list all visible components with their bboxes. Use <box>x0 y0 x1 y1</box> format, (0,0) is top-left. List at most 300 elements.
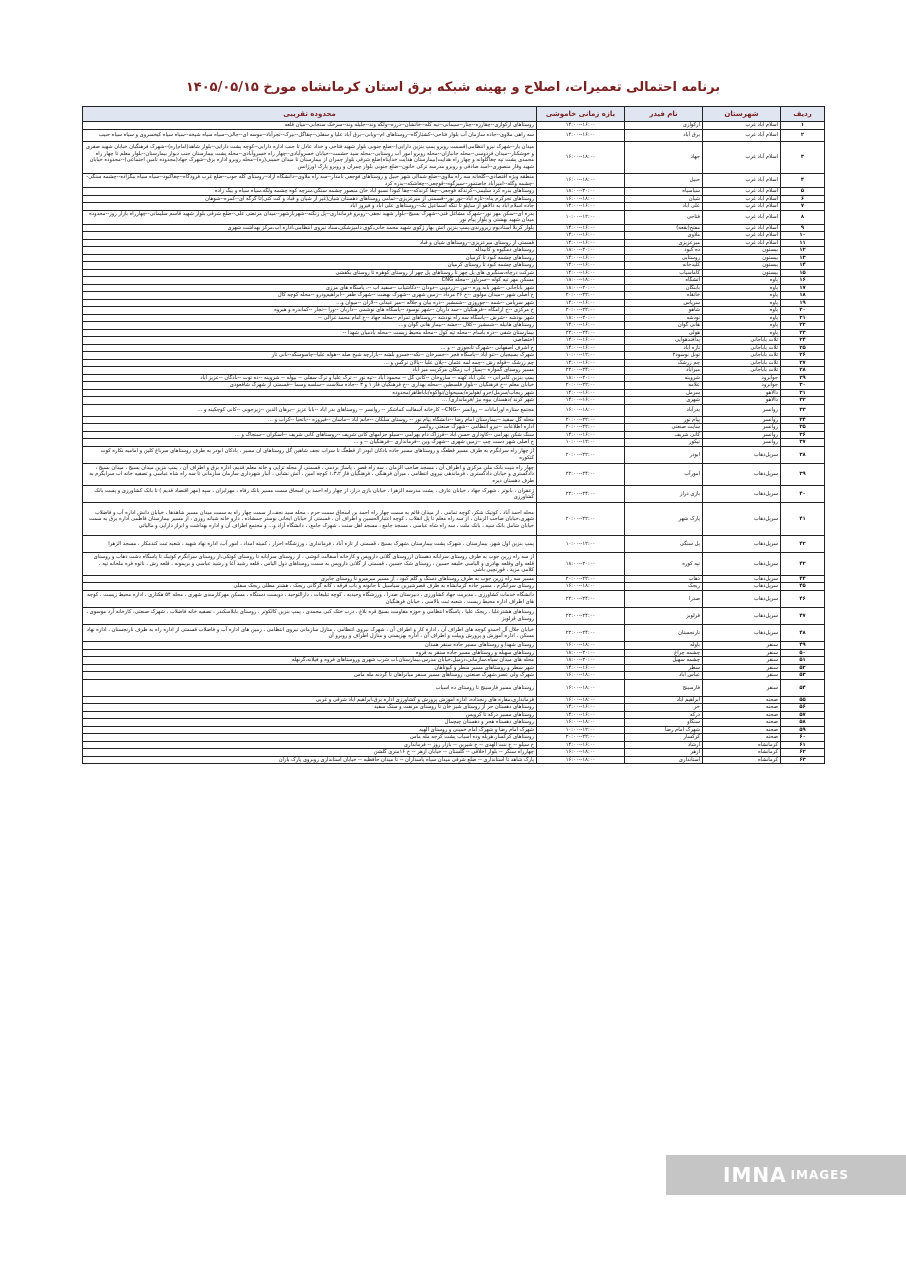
table-row <box>83 203 825 211</box>
row-area: روستاهای ارکوازی--چقارزه--چنار--سیمانی--نیه کله--خانشان--درزه--ولگه وند--جلیله وند--سرخک سنجابی--میان قلعه <box>83 122 537 130</box>
row-index: ۱۹ <box>781 299 825 307</box>
row-time: ۱۰:۰۰--۱۲:۰۰ <box>537 352 625 360</box>
row-index: ۵ <box>781 188 825 196</box>
document-title: برنامه احتمالی تعمیرات، اصلاح و بهینه شبکه برق استان کرمانشاه مورخ ۱۴۰۵/۰۵/۱۵ <box>185 80 721 95</box>
row-feeder: علامه <box>625 382 703 390</box>
row-time: ۱۴:۰۰--۱۶:۰۰ <box>537 299 625 307</box>
row-time: ۱۴:۰۰--۱۶:۰۰ <box>537 239 625 247</box>
row-city: سرپل‌ذهاب <box>703 463 781 485</box>
row-time: ۲۰:۰۰--۲۲:۰۰ <box>537 734 625 742</box>
row-area: جاده اسلام اباد به دالاهو از سایلو تا تنگه اسماعیل بک--روستاهای علی اباد و فیروز اباد <box>83 203 537 211</box>
table-row <box>83 195 825 203</box>
row-city: ثلاث باباجانی <box>703 337 781 345</box>
row-area: پارک شاهد تا استانداری -- ضلع شرقی میدان سپاه پاسداران -- تا میدان حافظیه -- خیابان استانداری روبروی پارک باران <box>83 756 537 764</box>
table-row <box>83 424 825 432</box>
row-area: شهر نودشه --شرش --پاسگاه سه راه نودشه --روستاهای تمرام --محله جهاد --خ امام محمد غزالی -- <box>83 314 537 322</box>
row-index: ۴۲ <box>781 536 825 553</box>
row-feeder: بابنگان <box>625 284 703 292</box>
row-city: سرپل‌ذهاب <box>703 503 781 536</box>
row-area: پمپ بنزین اول شهر، بیمارستان ، شهرک پشت بیمارستان ،شهرک بسیج ، قسمتی از تازه آباد ، فرمانداری ، ورزشگاه احرار ، کمیته امداد ، امور آب، اداره نهاد شهید ، شعبه ثبت کندمکار ، مسجد الزهرا <box>83 536 537 553</box>
table-row <box>83 749 825 757</box>
row-city: کرمانشاه <box>703 749 781 757</box>
row-area: شهرک امام رضا و شهرک امام خمینی و روستای الهیه <box>83 726 537 734</box>
row-index: ۵۳ <box>781 672 825 680</box>
row-feeder: ابراهیم آباد <box>625 696 703 704</box>
row-time: ۱۴:۰۰--۱۶:۰۰ <box>537 431 625 439</box>
row-area: مسیر روستای گمواره --پمپاژ آب زمکان مرکزیت میر آباد <box>83 367 537 375</box>
row-time: ۱۸:۰۰--۲۰:۰۰ <box>537 374 625 382</box>
row-time: ۱۴:۰۰--۱۶:۰۰ <box>537 322 625 330</box>
row-city: سرپل‌ذهاب <box>703 575 781 583</box>
row-feeder: حبیل <box>625 174 703 188</box>
table-row <box>83 446 825 463</box>
table-header-row <box>83 107 825 122</box>
row-index: ۹ <box>781 224 825 232</box>
row-time: ۱۰:۰۰--۱۲:۰۰ <box>537 439 625 447</box>
row-feeder: درکه <box>625 711 703 719</box>
row-index: ۴۱ <box>781 503 825 536</box>
table-body <box>83 122 825 764</box>
row-feeder: استانداری <box>625 756 703 764</box>
row-time: ۲۰:۰۰--۲۲:۰۰ <box>537 292 625 300</box>
table-row <box>83 536 825 553</box>
table-row <box>83 431 825 439</box>
row-feeder: کانی شریف <box>625 431 703 439</box>
row-feeder: پل سنگی <box>625 536 703 553</box>
row-index: ۷ <box>781 203 825 211</box>
row-feeder: خاتقاه <box>625 292 703 300</box>
row-index: ۲۵ <box>781 344 825 352</box>
row-city: سرپل‌ذهاب <box>703 583 781 591</box>
row-feeder: تپه کوره <box>625 553 703 575</box>
row-time: ۱۸:۰۰--۱۸:۰۰ <box>537 277 625 285</box>
row-area: از چهار راه سرابگرم به طرف مسیر قطعگ و روستاهای مسیر جاده بادکان ابوذر از قطعگ تا سراب نجف شاهین گل روستاهای ان مسیر ، بادکان ابوذر به طرف روستاهای سرباغ کلین و امامیه تکاره کوت کنکوره <box>83 446 537 463</box>
row-feeder: شیان <box>625 195 703 203</box>
row-feeder: سایت صنعتی <box>625 424 703 432</box>
row-city: پاوه <box>703 299 781 307</box>
row-city: پاوه <box>703 307 781 315</box>
row-index: ۲۶ <box>781 352 825 360</box>
header-index: ردیف <box>781 107 825 122</box>
row-time: ۱۸:۰۰--۲۰:۰۰ <box>537 314 625 322</box>
row-index: ۵۸ <box>781 719 825 727</box>
row-feeder: میرآباد <box>625 367 703 375</box>
table-row <box>83 337 825 345</box>
table-row <box>83 679 825 696</box>
table-row <box>83 359 825 367</box>
table-row <box>83 299 825 307</box>
row-feeder: جهاد <box>625 141 703 174</box>
row-area: روستاهای دهستان حر از روستای شیر خان تا روستای مرتفت و سنگ سفید <box>83 704 537 712</box>
row-feeder: سنگاو <box>625 719 703 727</box>
row-time: ۱۴:۰۰--۱۶:۰۰ <box>537 664 625 672</box>
row-city: سنقر <box>703 649 781 657</box>
watermark-logo <box>666 1155 906 1195</box>
row-time: ۱۰:۰۰--۱۲:۰۰ <box>537 726 625 734</box>
row-index: ۱۶ <box>781 277 825 285</box>
row-city: ثلاث باباجانی <box>703 344 781 352</box>
table-row <box>83 625 825 642</box>
row-time: ۱۶:۰۰--۱۸:۰۰ <box>537 642 625 650</box>
row-time: ۱۴:۰۰--۱۶:۰۰ <box>537 262 625 270</box>
row-city: اسلام آباد غرب <box>703 195 781 203</box>
row-time: ۱۸:۰۰--۲۰:۰۰ <box>537 657 625 665</box>
row-time: ۱۴:۰۰--۱۶:۰۰ <box>537 711 625 719</box>
row-index: ۲۰ <box>781 307 825 315</box>
row-time: ۱۶:۰۰--۱۸:۰۰ <box>537 672 625 680</box>
row-city: اسلام آباد غرب <box>703 122 781 130</box>
row-index: ۶۱ <box>781 741 825 749</box>
row-feeder: عباس آباد <box>625 672 703 680</box>
row-index: ۵۶ <box>781 704 825 712</box>
row-city: پاوه <box>703 329 781 337</box>
row-city: اسلام آباد غرب <box>703 210 781 224</box>
row-time: ۲۲:۰۰--۲۴:۰۰ <box>537 625 625 642</box>
row-time: ۱۶:۰۰--۱۸:۰۰ <box>537 749 625 757</box>
row-city: ثلاث باباجانی <box>703 359 781 367</box>
row-feeder: پدافندهوایی <box>625 337 703 345</box>
row-area: بدره ای--سکن مهر نور--شهرک مشاغل فنی--شهرک بسیج--بلوار شهید نجفی--روبرو فرمانداری--پل زنگنه--شهربازشهر--میدان مرتضی علی--ضلع شرقی بلوار شهید قاسم سلیمانی--چهارراه بازار روز--محدوده میدان شهید بهشتی و بلوار پیام نور <box>83 210 537 224</box>
row-feeder: روستایی <box>625 254 703 262</box>
row-feeder: سطر <box>625 664 703 672</box>
table-row <box>83 404 825 416</box>
row-area: سنگ شکن بهرامی --کاوداری حسن اباد --فرزاک دام بهرامی --سیلو جزامهای کانی شریف --روستاهای کانی شریف --آسکران --سنجاک و ... <box>83 431 537 439</box>
row-index: ۵۹ <box>781 726 825 734</box>
row-city: صحنه <box>703 704 781 712</box>
row-area: دانشگاه خدمات کشاورزی ، مدیریت جهاد کشاورزی ، دبیرستان صدرا ، ورزشگاه وحیدیه ، کوچه تبلیغات ، دارالتوحید ، دویست دستگاه ، مسکن مهرکارمندی شهری ، محله ۵۴ هکتاری ، اداره محیط زیست ، کوچه های اطراف اداره محیط زیست ، شعبه ثبت بالاسی ، خیابان فرهنگیان <box>83 590 537 607</box>
row-area: خیابان معلم --خ فرهنگیان --بلوار فلسطین --محله بهداری --خ فرهنگیان فاز ۱ و ۳ --جاده سلاست --سلسه وسما --قسمتی از شهرک شافعودی <box>83 382 537 390</box>
row-city: اسلام آباد غرب <box>703 203 781 211</box>
row-city: سنقر <box>703 679 781 696</box>
row-feeder: شروینه <box>625 374 703 382</box>
row-city: جوانرود <box>703 382 781 390</box>
row-time: ۱۶:۰۰--۱۸:۰۰ <box>537 174 625 188</box>
row-index: ۵۰ <box>781 649 825 657</box>
row-city: اسلام آباد غرب <box>703 232 781 240</box>
table-row <box>83 583 825 591</box>
row-time: ۱۶:۰۰--۱۸:۰۰ <box>537 195 625 203</box>
row-area: روستاهای مسیر درکه تا کرویس <box>83 711 537 719</box>
row-city: اسلام آباد غرب <box>703 141 781 174</box>
row-index: ۴۶ <box>781 590 825 607</box>
table-row <box>83 352 825 360</box>
row-feeder: کلیدخانه <box>625 262 703 270</box>
row-time: ۱۴:۰۰--۱۶:۰۰ <box>537 344 625 352</box>
row-time: ۲۲:۰۰--۲۴:۰۰ <box>537 590 625 607</box>
row-feeder: حر <box>625 704 703 712</box>
row-index: ۶۰ <box>781 734 825 742</box>
row-time: ۱۴:۰۰--۱۶:۰۰ <box>537 704 625 712</box>
row-area: شهر ریجاب/سرمل/حرو /هولیزه/بسیحوان/نواکوه/بابا‌طاهر/محدوده <box>83 389 537 397</box>
row-index: ۵۷ <box>781 711 825 719</box>
row-index: ۶ <box>781 195 825 203</box>
row-city: سرپل‌ذهاب <box>703 590 781 607</box>
table-row <box>83 239 825 247</box>
row-index: ۶۳ <box>781 756 825 764</box>
row-time: ۱۶:۰۰--۱۸:۰۰ <box>537 756 625 764</box>
table-row <box>83 292 825 300</box>
row-index: ۵۲ <box>781 664 825 672</box>
row-area: روستاهای دمگیوه و کانیداله <box>83 247 537 255</box>
table-row <box>83 726 825 734</box>
row-city: روانسر <box>703 431 781 439</box>
table-row <box>83 642 825 650</box>
row-feeder: پارک شهر <box>625 503 703 536</box>
row-index: ۱۷ <box>781 284 825 292</box>
table-row <box>83 756 825 764</box>
table-row <box>83 174 825 188</box>
row-feeder: فارسینج <box>625 679 703 696</box>
row-area: فرمانداری،مقاره های زنجداده، اداره اموزش پرورش و کشاورزی اداره برق،ابراهیم اباد شرقی و غربی <box>83 696 537 704</box>
outage-table <box>82 106 825 764</box>
row-time: ۲۰:۰۰--۲۲:۰۰ <box>537 503 625 536</box>
table-row <box>83 734 825 742</box>
row-area: خ مرکزی --خ آرامگاه --فرهنگیان --سد داریان --شهر نوسود --پاسگاه های نوشمی --داریان --ورا --نجار --کماندره و هیروه <box>83 307 537 315</box>
row-area: چم زرشک --قوله رش --چمه لمه عثمان --پلان علیا --پالان نرگس و ... <box>83 359 537 367</box>
row-area: روستاهای چشمه کبود تا روستای کرمیان <box>83 262 537 270</box>
row-time: ۱۶:۰۰--۱۸:۰۰ <box>537 404 625 416</box>
row-feeder: هانی گوان <box>625 322 703 330</box>
row-area: شهر باباجانی --شهر بابه وره --نین --زردویی --دودان --دکاشیاب --سفید اب --، پاسگاه های مرزی <box>83 284 537 292</box>
row-city: اسلام آباد غرب <box>703 129 781 141</box>
row-feeder: ذهاب <box>625 575 703 583</box>
header-area: محدوده تقریبی <box>83 107 537 122</box>
table-row <box>83 322 825 330</box>
row-index: ۲۹ <box>781 374 825 382</box>
table-row <box>83 329 825 337</box>
row-area: اداره اطلاعات --نیرو انتظامی --شهرک صنعتی روانسر <box>83 424 537 432</box>
row-time: ۱۴:۰۰--۱۶:۰۰ <box>537 224 625 232</box>
row-time: ۱۴:۰۰--۱۶:۰۰ <box>537 232 625 240</box>
row-time: ۲۲:۰۰--۲۴:۰۰ <box>537 607 625 624</box>
row-city: اسلام آباد غرب <box>703 188 781 196</box>
row-index: ۲۱ <box>781 314 825 322</box>
row-time: ۱۴:۰۰--۱۶:۰۰ <box>537 337 625 345</box>
row-time: ۱۴:۰۰--۱۶:۰۰ <box>537 269 625 277</box>
row-feeder: امورآب <box>625 463 703 485</box>
table-row <box>83 389 825 397</box>
row-feeder: شهری <box>625 397 703 405</box>
row-city: سرپل‌ذهاب <box>703 607 781 624</box>
table-row <box>83 672 825 680</box>
row-feeder: هولی <box>625 329 703 337</box>
row-city: اسلام آباد غرب <box>703 224 781 232</box>
row-city: ثلاث باباجانی <box>703 367 781 375</box>
row-feeder: قرلوبز <box>625 607 703 624</box>
row-index: ۳۳ <box>781 404 825 416</box>
watermark-main: IMNA <box>723 1163 787 1187</box>
row-city: سرپل‌ذهاب <box>703 625 781 642</box>
row-area: قسمتی از روستای میرعزیزی--روستاهای شیان و قباد <box>83 239 537 247</box>
row-index: ۱۸ <box>781 292 825 300</box>
table-row <box>83 719 825 727</box>
table-row <box>83 553 825 575</box>
row-index: ۴۷ <box>781 607 825 624</box>
row-area: چهار راه بنیت بانک ملی مرکزی و اطراف آن ، مسجد صاحب الزمان ، سه راه قصر ، پاساژ بردمی ، قسمتی از محله تراپی و خانه معلم قدیم، اداره برق و اطراف آن ، پمپ بنزین میدان بسیج ، میدان بسیج ، دادگستری و خیابان دادگستری ، فرماندهی نیروی انتظامی ، میران فرهنگی ، فرهنگیان فاز ۱،۳،۲ کوچه امین ، آتش نشانی ، انبار شهرداری سازمان سازمانی تا سه راه شاه عباسی و تصفیه خانه اب سرابگرم به طرف دهستان دیره <box>83 463 537 485</box>
row-index: ۳۱ <box>781 389 825 397</box>
row-feeder: ازهر <box>625 749 703 757</box>
row-feeder: مفتح(بقعه) <box>625 224 703 232</box>
row-area: خ اشرف اصفهانی --شهرک ثابجوزی -- و ... <box>83 344 537 352</box>
row-feeder: برق آباد <box>625 129 703 141</box>
row-feeder: چشمه چراغ <box>625 649 703 657</box>
row-city: سنقر <box>703 657 781 665</box>
row-area: اختصاصی <box>83 337 537 345</box>
row-index: ۲۸ <box>781 367 825 375</box>
row-time: ۲۲:۰۰--۲۴:۰۰ <box>537 367 625 375</box>
row-city: روانسر <box>703 439 781 447</box>
table-row <box>83 416 825 424</box>
row-area: زعفران ، بابوتر ، شهرک جهاد ، خیابان عارف ، پشت مدرسه الزهرا ، خیابان بازی دراز، از چهار راه احمد بن اسحاق سمت مسیر بانک رفاه ، مهرایران ، سپه (مهر اقتصاد قدیم ) تا بانک کشاورزی و پست بانک کشاورزی <box>83 486 537 503</box>
row-time: ۲۰:۰۰--۲۲:۰۰ <box>537 575 625 583</box>
row-time: ۱۶:۰۰--۱۸:۰۰ <box>537 141 625 174</box>
row-feeder: ابوذر <box>625 446 703 463</box>
row-index: ۳۶ <box>781 431 825 439</box>
table-row <box>83 129 825 141</box>
row-feeder: چم زرشک <box>625 359 703 367</box>
row-time: ۲۰:۰۰--۲۲:۰۰ <box>537 307 625 315</box>
row-city: جوانرود <box>703 374 781 382</box>
header-feeder: نام فیدر <box>625 107 703 122</box>
row-feeder: میرعزیزی <box>625 239 703 247</box>
row-city: صحنه <box>703 711 781 719</box>
row-feeder: تازه آباد <box>625 344 703 352</box>
row-feeder: شهرک امام رضا <box>625 726 703 734</box>
row-area: شهرک ولی عصر،شهرک صنعتی، روستاهای مسیر سنقر میانراهان تا گردنه ملّه ماس <box>83 672 537 680</box>
row-index: ۱۳ <box>781 254 825 262</box>
row-city: صحنه <box>703 696 781 704</box>
row-city: دالاهو <box>703 389 781 397</box>
row-city: بیستون <box>703 247 781 255</box>
table-row <box>83 704 825 712</box>
row-feeder: سرمل <box>625 389 703 397</box>
row-area: روستاهای هانیله --شمشیر --کلال --جشه --بیماز هانی گوان و... <box>83 322 537 330</box>
row-index: ۱۴ <box>781 262 825 270</box>
row-city: پاوه <box>703 284 781 292</box>
watermark-sub: IMAGES <box>790 1168 849 1182</box>
table-row <box>83 122 825 130</box>
row-city: بیستون <box>703 262 781 270</box>
table-row <box>83 607 825 624</box>
row-area: روستاهای هشترعلیا ، ریجک علیا ، پاسگاه انتظامی و حوزه مقاومت بسیج قره بلاغ ، درب ختک کنی محمدی ، پمپ بنزین کالکوتر ، روستای بابلاسکندر ، تصفیه خانه فاضلاب ، شهرک صنعتی، کارخانه آرد موسوی ، روستای قرلوبز <box>83 607 537 624</box>
row-feeder: نودشه <box>625 314 703 322</box>
row-city: اسلام آباد غرب <box>703 239 781 247</box>
row-feeder: پیام نور <box>625 416 703 424</box>
row-time: ۲۲:۰۰--۲۴:۰۰ <box>537 486 625 503</box>
row-city: صحنه <box>703 719 781 727</box>
row-time: ۱۸:۰۰--۲۰:۰۰ <box>537 553 625 575</box>
table-row <box>83 374 825 382</box>
table-row <box>83 224 825 232</box>
table-row <box>83 254 825 262</box>
row-city: سنقر <box>703 642 781 650</box>
row-area: روستاهای چشمه کبود تا کرمیان <box>83 254 537 262</box>
table-row <box>83 664 825 672</box>
row-city: روانسر <box>703 424 781 432</box>
row-area: خیابان جلال آل احمدو کوچه های اطراف آن ، اداره کار و اطراف آن ، شهرک نیروی انتظامی ، منازل سازمانی نیروی انتظامی ، زمین های اداره آب و فاضلاب قسمتی از اداره راه به طرف نارنجستان ، اداره نهاد مسکن ، اداره آموزش و پرورش وییلت و اطراف آن ، اداره بهزیستی و منازل اطراف و روبرو آن <box>83 625 537 642</box>
row-index: ۳ <box>781 141 825 174</box>
row-time: ۲۰:۰۰--۲۲:۰۰ <box>537 446 625 463</box>
row-area: خ اصلی شهر دست چپ --زمین شهری --شهرک وین --فرمانداری --فرهنگیان -- و ... <box>83 439 537 447</box>
row-time: ۱۰:۰۰--۱۲:۰۰ <box>537 536 625 553</box>
row-city: کرمانشاه <box>703 741 781 749</box>
row-index: ۲۷ <box>781 359 825 367</box>
row-area: روستای سرابگرم ، مسیر جاده کرمانشاه به طرف قصرشیرین سیاسیل تا حانونه و باب فرقه ، کانه گرگانی ریجک ، هشتر مطلی ریجک سفلی <box>83 583 537 591</box>
row-time: ۲۰:۰۰--۲۲:۰۰ <box>537 382 625 390</box>
row-feeder: نارنجستان <box>625 625 703 642</box>
row-city: سرپل‌ذهاب <box>703 446 781 463</box>
row-city: سرپل‌ذهاب <box>703 486 781 503</box>
table-row <box>83 277 825 285</box>
row-area: محله های میدان سپاه،سازمانی،درمیل،خیابان مدرس،بیمارستان،آب شرب شهری وروستاهای فروه و فیلانه،گرنهله <box>83 657 537 665</box>
table-row <box>83 141 825 174</box>
row-area: خ اصلی شهر --میدان مولوی --خ ۲۶ مرداد --زمین شهری --شهرک نهضت --شهرک ظفر --ابراهیم‌ودرو --محله کوچه کال <box>83 292 537 300</box>
row-area: محله گل سفید --بیمارستان امام رضا --دانشگاه پیام نور -- روستای سلکان --خانم آباد --ماسان --فیروزه --باتخیا --کراب و ... <box>83 416 537 424</box>
table-row <box>83 741 825 749</box>
row-index: ۱۲ <box>781 247 825 255</box>
row-time: ۲۲:۰۰--۲۴:۰۰ <box>537 329 625 337</box>
row-area: شهر سرپاس --شمه --جوروزی --شمشیر --دره بیان و جلاله --میر عبدلی --لاران --میوان و... <box>83 299 537 307</box>
row-feeder: ریجک <box>625 583 703 591</box>
table-row <box>83 590 825 607</box>
row-feeder: ملاوی <box>625 232 703 240</box>
row-area <box>83 232 537 240</box>
row-index: ۲۲ <box>781 322 825 330</box>
row-area: خ سیلو -- خ بنت الهدی -- خ شیرین -- بازار روز -- فرمانداری <box>83 741 537 749</box>
row-city: پاوه <box>703 314 781 322</box>
table-row <box>83 188 825 196</box>
row-index: ۴۵ <box>781 583 825 591</box>
row-feeder: کاماسیاب <box>625 269 703 277</box>
row-index: ۳۹ <box>781 463 825 485</box>
row-city: سنقر <box>703 672 781 680</box>
row-area: مسیر سه راه زرین جوب به طرف روستاهای دستگ و گلم کبود ، از مسیر میرمیرو تا روستای جابری <box>83 575 537 583</box>
table-row <box>83 397 825 405</box>
outage-table-wrapper <box>82 106 824 764</box>
table-row <box>83 657 825 665</box>
row-index: ۱۰ <box>781 232 825 240</box>
table-row <box>83 314 825 322</box>
row-time: ۱۴:۰۰--۱۶:۰۰ <box>537 254 625 262</box>
row-time: ۱۴:۰۰--۱۶:۰۰ <box>537 741 625 749</box>
row-time: ۱۶:۰۰--۱۸:۰۰ <box>537 583 625 591</box>
row-area: از سه راه زرین جوب به طرف روستای سرابانه دهستان ازروستای گلانی داروپس و کارخانه آسفالت انوشی ، از روستای سرابانه تا روستای کونکی،از روستای سرابگرم کوتیک تا پاسگاه دشت ذهاب و روستای قلعه وای وقلعه بهادری و الیاسی خلیفه حسین ، روستای شک حسین ، قسمتی از گلانی داروپس به سمت روستاهای دول الیاس ، قلعه رشید آغا و رشید عباسی و بریمونه ، قلعه رش ، ناتوه قره ملخانه تپه ، کلامی مزید ، قورنچیی باشی <box>83 553 537 575</box>
row-index: ۳۵ <box>781 424 825 432</box>
row-area: چهارراه سنگر -- بلوار اخلاقی -- گلستان -- خیابان ازهر -- خ ۱۶متری گلشن <box>83 749 537 757</box>
row-area: روستای شهدا و روستاهای مسیر جاده سنقر همدان <box>83 642 537 650</box>
row-feeder: سیاسیاه <box>625 188 703 196</box>
row-area: محله احمد آباد ، کوتیک شکر، کوچه تمامی ، از میدان قائم به سمت چهار راه احمد بن اسحاق سمت حرم ، محله سید نجف،از سمت چهار راه به سمت میدان مسیر شاهدها ، خیابان دانش اداره آب و فاضلاب شهری،خیابان صاحب الزمان ، از سه راه معلم تا پل انقلاب ، کوچه اعتبارالحسین و اطراف آن ، قسمتی از خیابان ایخانی بوستر جمشاده ، دارو خانه شبانه روزی ، از مسیر بیمارستان فاطمی اداره برق به سمت خیابان شامل بانک سپه ، بانک ملت ، سه راه شاه عباسی ، مسجد جامع ، مسجد اهل سنت ، شهرک جامع، ، دانشگاه آزاد و... و مجتمع اطراف آن و اداره بهداشت و ابراز دارایی و مالیاتی <box>83 503 537 536</box>
row-area: منطقه ویژه اقتصادی--گلخانه سه راه ملاوی--ضلع شمالی شهر حبیل و روستاهای فوجعی نامدار--سه راه ملاوی--دانشگاه آزاد--روستای کله جوب--ضلع غرب فرودگاه--چغاکبود--سیاه سیاه بیگزاده--چشمه سنگی--چشمه وگله--امیرآباد خاصتمور--سیرگوه--قوچعی--چغاشکه--بدره کرد <box>83 174 537 188</box>
table-row <box>83 649 825 657</box>
table-row <box>83 232 825 240</box>
row-city: بیستون <box>703 269 781 277</box>
row-area: روستاهای بدره کرد سلیمی--کرندکه فوجعی--چقا کرندکه--چقا کبودا نسبو آباد خان منصور چشمه سنگی،سرچه کوه چشمه ولگه،سیاه سیاه و بیگ زاده <box>83 188 537 196</box>
row-index: ۶۲ <box>781 749 825 757</box>
row-area: شهر کرند /دهستان بیوه نیژ /فرمانداری/ ... <box>83 397 537 405</box>
row-feeder: فتاحی <box>625 210 703 224</box>
row-index: ۴ <box>781 174 825 188</box>
row-index: ۵۴ <box>781 679 825 696</box>
row-feeder: کرکسار <box>625 734 703 742</box>
row-time: ۱۸:۰۰--۲۰:۰۰ <box>537 284 625 292</box>
row-city: روانسر <box>703 404 781 416</box>
table-row <box>83 307 825 315</box>
row-city: سرپل‌ذهاب <box>703 553 781 575</box>
row-area: روستاهای سهیله و روستاهای مسیر جاده سنقر به قروه <box>83 649 537 657</box>
table-row <box>83 382 825 390</box>
row-index: ۳۰ <box>781 382 825 390</box>
